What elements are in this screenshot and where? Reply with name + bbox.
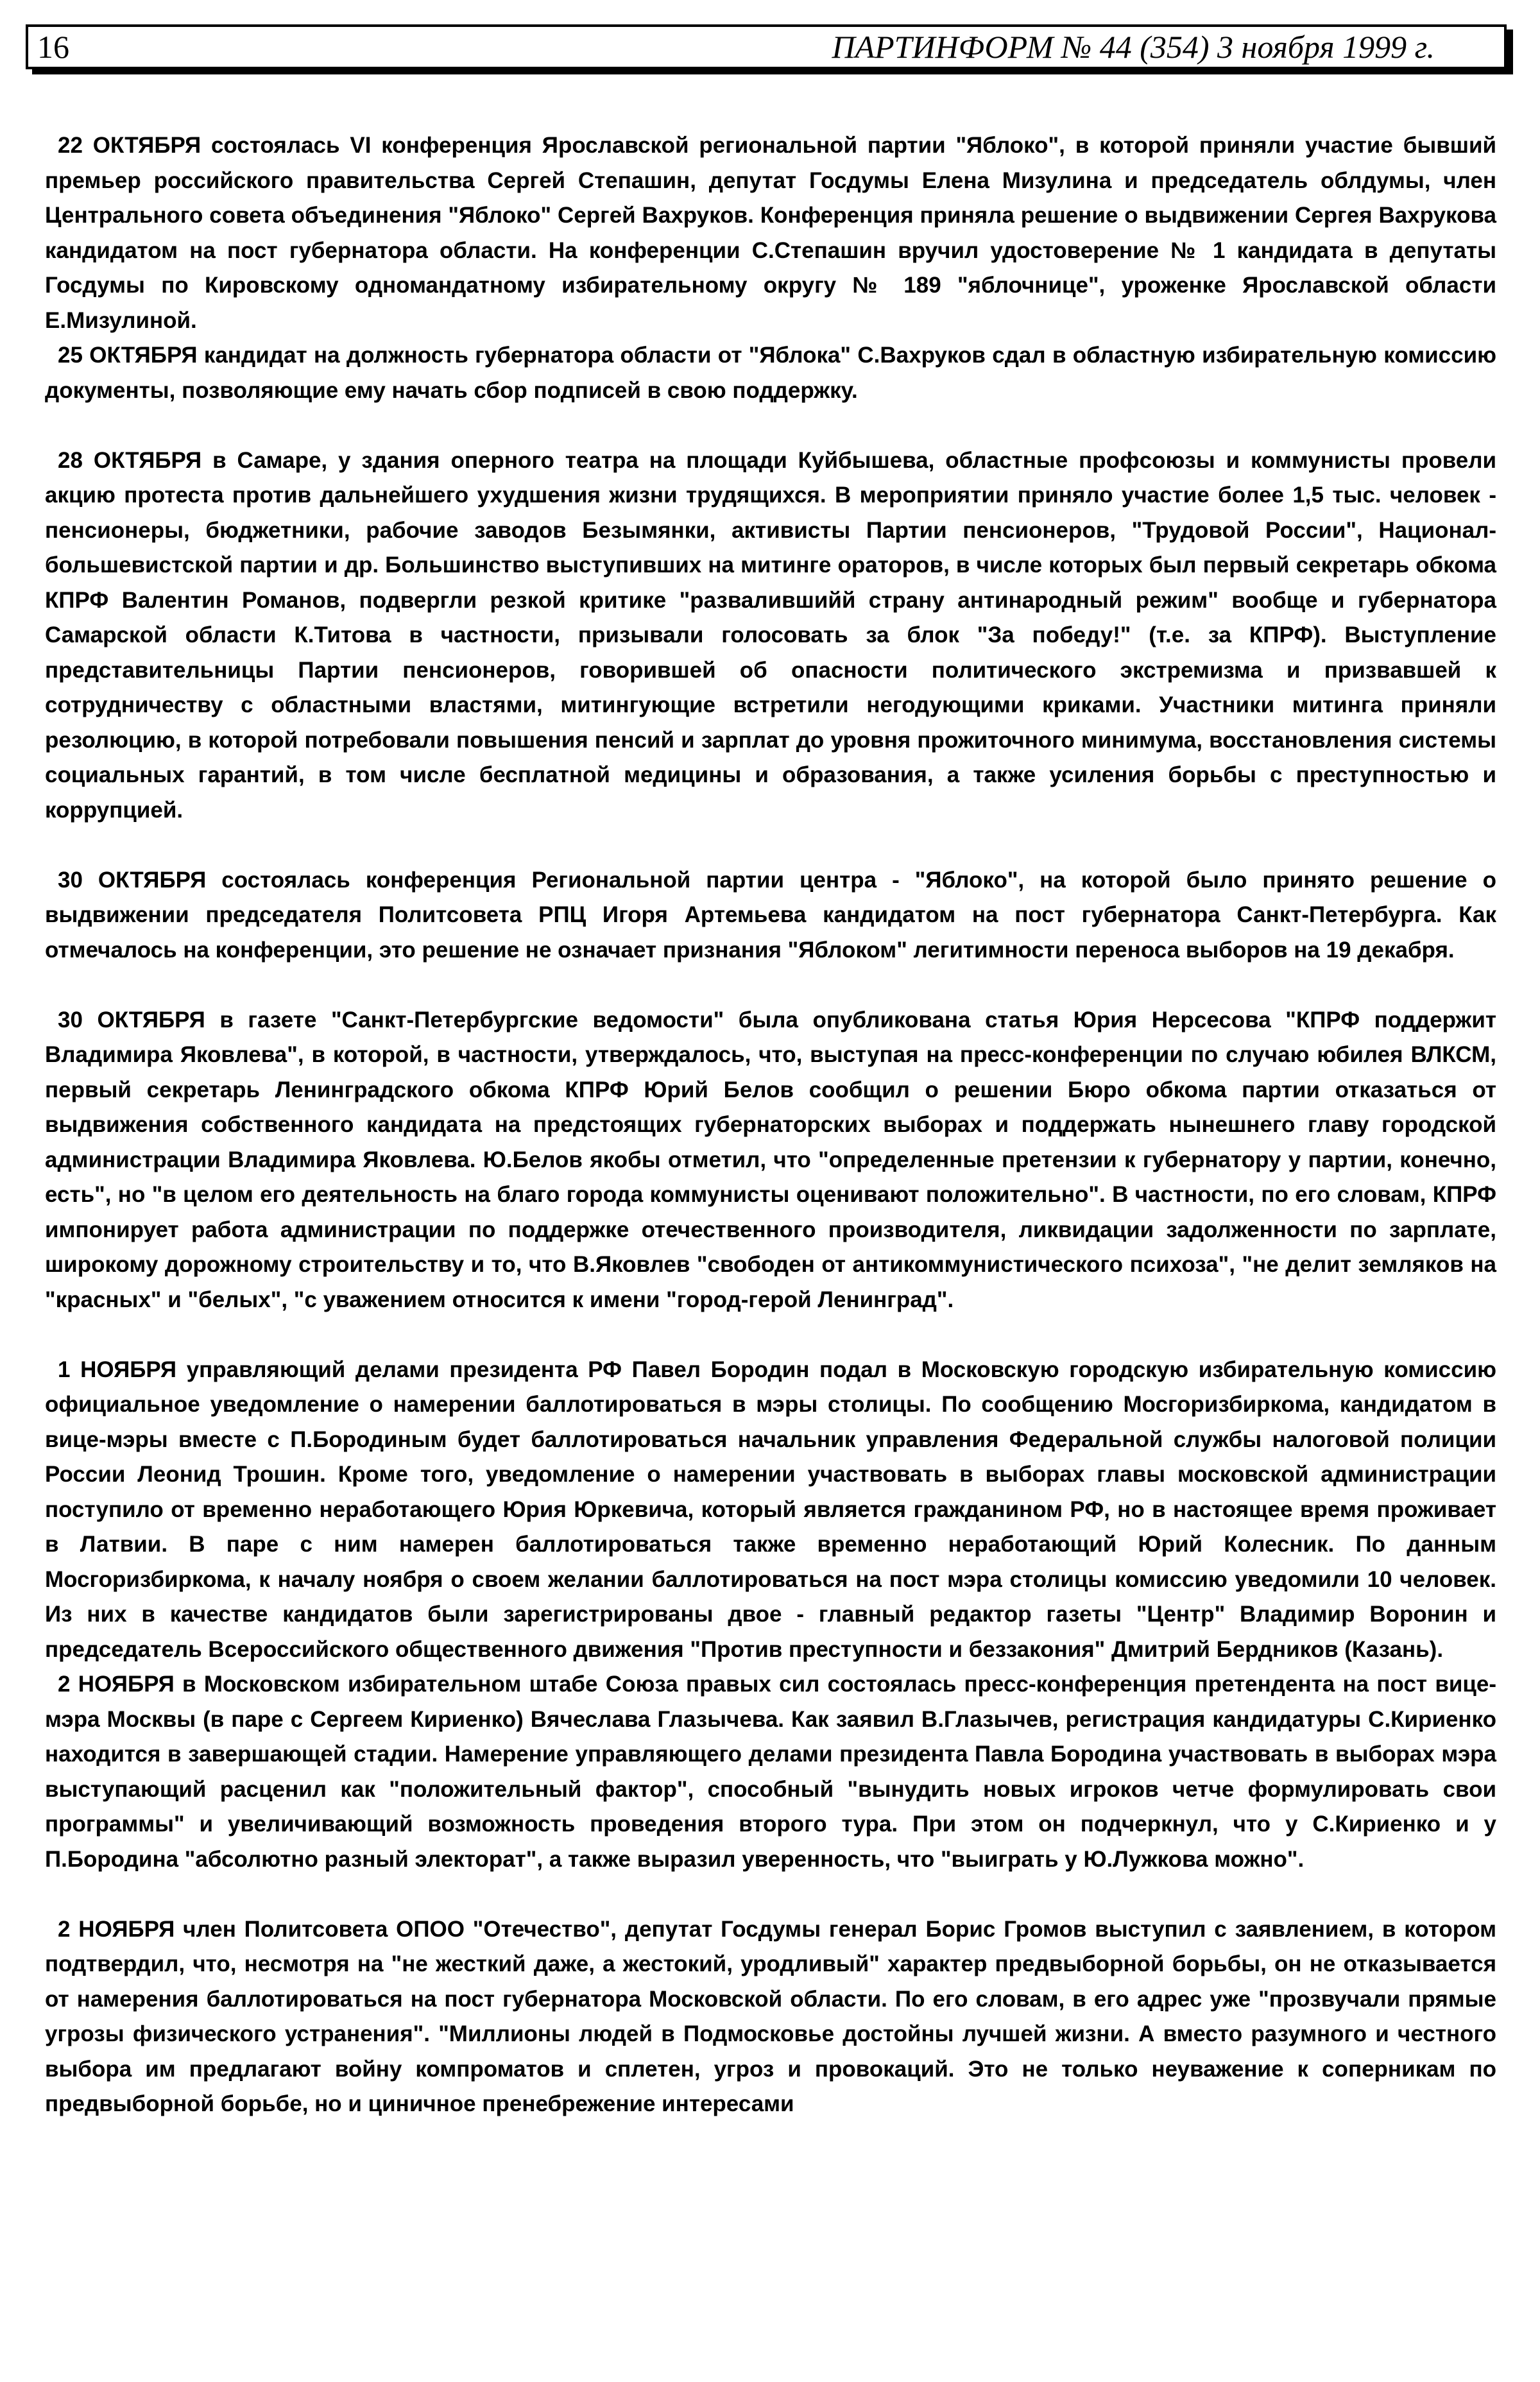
news-date: 30 ОКТЯБРЯ bbox=[58, 1007, 205, 1032]
news-text: кандидат на должность губернатора области от "Яблока" С.Вахруков сдал в областную избирательную комиссию документы, позволяющие ему начать сбор подписей в свою поддержку. bbox=[45, 343, 1496, 403]
news-date: 28 ОКТЯБРЯ bbox=[58, 447, 202, 473]
news-item bbox=[45, 128, 1496, 338]
news-date: 22 ОКТЯБРЯ bbox=[58, 133, 201, 158]
news-date: 25 ОКТЯБРЯ bbox=[58, 343, 198, 368]
news-item bbox=[45, 1912, 1496, 2122]
news-item bbox=[45, 443, 1496, 828]
news-item bbox=[45, 1667, 1496, 1877]
page-header bbox=[26, 24, 1507, 69]
news-date: 2 НОЯБРЯ bbox=[58, 1916, 175, 1942]
news-text: состоялась VI конференция Ярославской региональной партии "Яблоко", в которой приняли участие бывший премьер российского правительства Сергей Степашин, депутат Госдумы Елена Мизулина и председатель облдумы, член Центрального совета объединения "Яблоко" Сергей Вахруков. Конференция приняла решение о выдвижении Сергея Вахрукова кандидатом на пост губернатора области. На конференции С.Степашин вручил удостоверение № 1 кандидата в депутаты Госдумы по Кировскому одномандатному избирательному округу № 189 "яблочнице", уроженке Ярославской области Е.Мизулиной. bbox=[45, 133, 1496, 333]
article-body bbox=[45, 128, 1496, 2122]
news-item bbox=[45, 338, 1496, 408]
news-item bbox=[45, 863, 1496, 968]
news-date: 30 ОКТЯБРЯ bbox=[58, 867, 207, 893]
news-text: в газете "Санкт-Петербургские ведомости" была опубликована статья Юрия Нерсесова "КПРФ поддержит Владимира Яковлева", в которой, в частности, утверждалось, что, выступая на пресс-конференции по случаю юбилея ВЛКСМ, первый секретарь Ленинградского обкома КПРФ Юрий Белов сообщил о решении Бюро обкома партии отказаться от выдвижения собственного кандидата на предстоящих губернаторских выборах и поддержать нынешнего главу городской администрации Владимира Яковлева. Ю.Белов якобы отметил, что "определенные претензии к губернатору у партии, конечно, есть", но "в целом его деятельность на благо города коммунисты оценивают положительно". В частности, по его словам, КПРФ импонирует работа администрации по поддержке отечественного производителя, ликвидации задолженности по зарплате, широкому дорожному строительству и то, что В.Яковлев "свободен от антикоммунистического психоза", "не делит земляков на "красных" и "белых", "с уважением относится к имени "город-герой Ленинград". bbox=[45, 1007, 1496, 1312]
news-item bbox=[45, 1003, 1496, 1318]
issue-title: ПАРТИНФОРМ № 44 (354) 3 ноября 1999 г. bbox=[832, 29, 1435, 65]
news-date: 1 НОЯБРЯ bbox=[58, 1357, 177, 1382]
news-text: состоялась конференция Региональной партии центра - "Яблоко", на которой было принято решение о выдвижении председателя Политсовета РПЦ Игоря Артемьева кандидатом на пост губернатора Санкт-Петербурга. Как отмечалось на конференции, это решение не означает признания "Яблоком" легитимности переноса выборов на 19 декабря. bbox=[45, 867, 1496, 963]
news-text: член Политсовета ОПОО "Отечество", депутат Госдумы генерал Борис Громов выступил с заявлением, в котором подтвердил, что, несмотря на "не жесткий даже, а жестокий, уродливый" характер предвыборной борьбы, он не отказывается от намерения баллотироваться на пост губернатора Московской области. По его словам, в его адрес уже "прозвучали прямые угрозы физического устранения". "Миллионы людей в Подмосковье достойны лучшей жизни. А вместо разумного и честного выбора им предлагают войну компроматов и сплетен, угроз и провокаций. Это не только неуважение к соперникам по предвыборной борьбе, но и циничное пренебрежение интересами bbox=[45, 1916, 1496, 2116]
news-text: управляющий делами президента РФ Павел Бородин подал в Московскую городскую избирательную комиссию официальное уведомление о намерении баллотироваться в мэры столицы. По сообщению Мосгоризбиркома, кандидатом в вице-мэры вместе с П.Бородиным будет баллотироваться начальник управления Федеральной службы налоговой полиции России Леонид Трошин. Кроме того, уведомление о намерении участвовать в выборах главы московской администрации поступило от временно неработающего Юрия Юркевича, который является гражданином РФ, но в настоящее время проживает в Латвии. В паре с ним намерен баллотироваться также временно неработающий Юрий Колесник. По данным Мосгоризбиркома, к началу ноября о своем желании баллотироваться на пост мэра столицы комиссию уведомили 10 человек. Из них в качестве кандидатов были зарегистрированы двое - главный редактор газеты "Центр" Владимир Воронин и председатель Всероссийского общественного движения "Против преступности и беззакония" Дмитрий Бердников (Казань). bbox=[45, 1357, 1497, 1662]
news-item bbox=[45, 1353, 1496, 1668]
news-date: 2 НОЯБРЯ bbox=[58, 1672, 175, 1697]
news-text: в Московском избирательном штабе Союза правых сил состоялась пресс-конференция претендента на пост вице-мэра Москвы (в паре с Сергеем Кириенко) Вячеслава Глазычева. Как заявил В.Глазычев, регистрация кандидатуры С.Кириенко находится в завершающей стадии. Намерение управляющего делами президента Павла Бородина участвовать в выборах мэра выступающий расценил как "положительный фактор", способный "вынудить новых игроков четче формулировать свои программы" и увеличивающий возможность проведения второго тура. При этом он подчеркнул, что у С.Кириенко и у П.Бородина "абсолютно разный электорат", а также выразил уверенность, что "выиграть у Ю.Лужкова можно". bbox=[45, 1672, 1497, 1872]
page-number: 16 bbox=[37, 29, 69, 65]
news-text: в Самаре, у здания оперного театра на площади Куйбышева, областные профсоюзы и коммунисты провели акцию протеста против дальнейшего ухудшения жизни трудящихся. В мероприятии приняло участие более 1,5 тыс. человек - пенсионеры, бюджетники, рабочие заводов Безымянки, активисты Партии пенсионеров, "Трудовой России", Национал-большевистской партии и др. Большинство выступивших на митинге ораторов, в числе которых был первый секретарь обкома КПРФ Валентин Романов, подвергли резкой критике "развалившийй страну антинародный режим" вообще и губернатора Самарской области К.Титова в частности, призывали голосовать за блок "За победу!" (т.е. за КПРФ). Выступление представительницы Партии пенсионеров, говорившей об опасности политического экстремизма и призвавшей к сотрудничеству с областными властями, митингующие встретили негодующими криками. Участники митинга приняли резолюцию, в которой потребовали повышения пенсий и зарплат до уровня прожиточного минимума, восстановления системы социальных гарантий, в том числе бесплатной медицины и образования, а также усиления борьбы с преступностью и коррупцией. bbox=[45, 447, 1496, 823]
